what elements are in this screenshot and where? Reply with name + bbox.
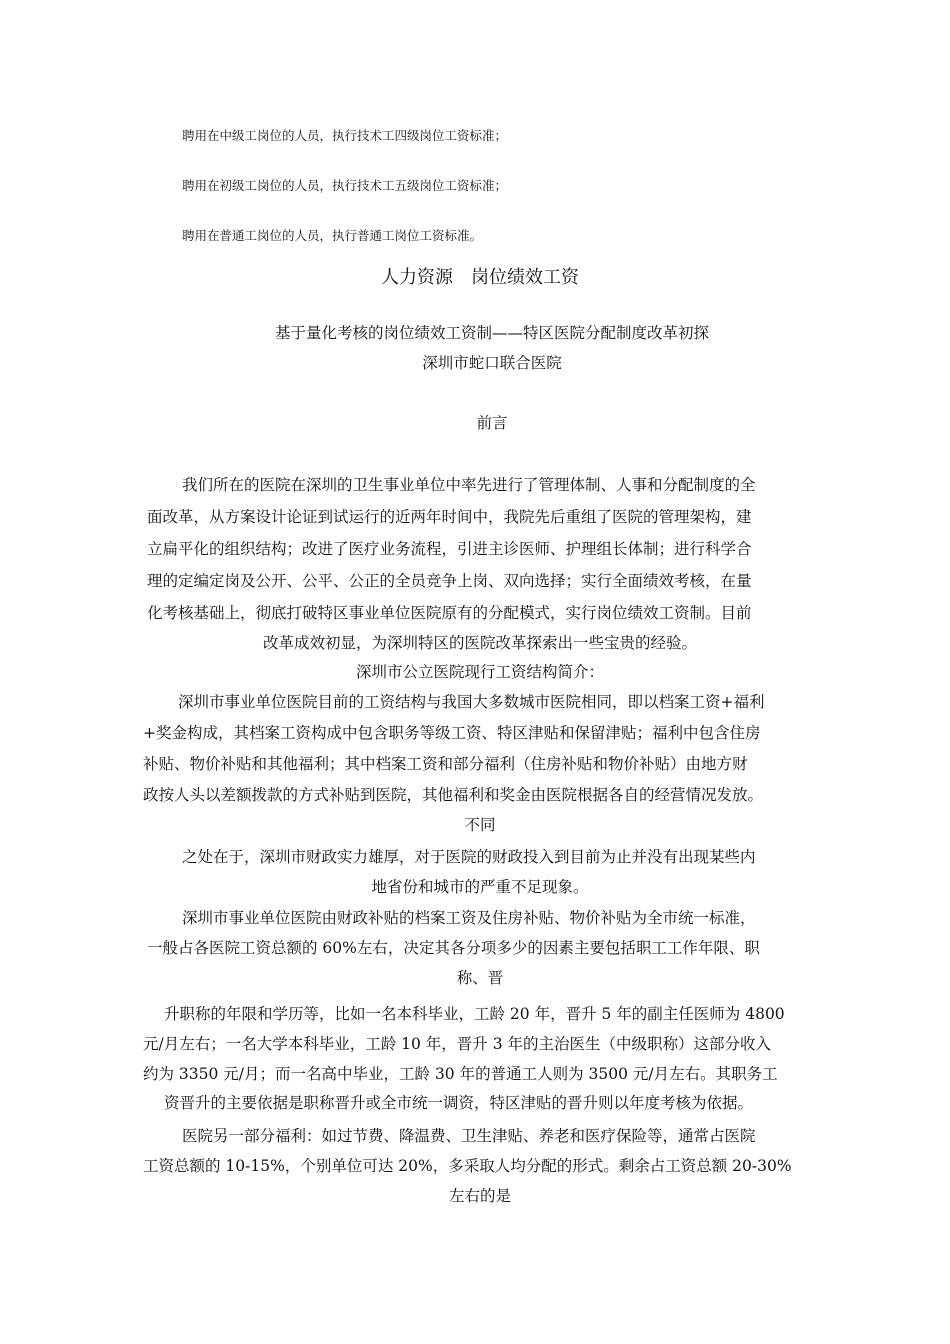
paragraph-line: 称、晋 <box>456 969 504 987</box>
paragraph-line: 立扁平化的组织结构；改进了医疗业务流程，引进主诊医师、护理组长体制；进行科学合 <box>147 540 752 558</box>
text-line: 聘用在中级工岗位的人员，执行技术工四级岗位工资标准； <box>182 128 508 143</box>
article-title: 基于量化考核的岗位绩效工资制——特区医院分配制度改革初探 <box>274 324 709 342</box>
paragraph-line: 地省份和城市的严重不足现象。 <box>371 878 589 896</box>
preface-label: 前言 <box>476 414 508 432</box>
paragraph-line: 升职称的年限和学历等，比如一名本科毕业，工龄 20 年，晋升 5 年的副主任医师为 4800 <box>164 1005 785 1023</box>
paragraph-line: 深圳市事业单位医院目前的工资结构与我国大多数城市医院相同，即以档案工资+福利 <box>178 693 765 711</box>
text-line: 聘用在普通工岗位的人员，执行普通工岗位工资标准。 <box>182 228 483 243</box>
paragraph-line: 补贴、物价补贴和其他福利；其中档案工资和部分福利（住房补贴和物价补贴）由地方财 <box>143 755 748 773</box>
paragraph-line: 元/月左右；一名大学本科毕业，工龄 10 年，晋升 3 年的主治医生（中级职称）这部分收入 <box>143 1035 772 1053</box>
article-author: 深圳市蛇口联合医院 <box>422 354 562 372</box>
paragraph-line: 化考核基础上，彻底打破特区事业单位医院原有的分配模式，实行岗位绩效工资制。目前 <box>147 604 752 622</box>
paragraph-line: 左右的是 <box>448 1187 511 1205</box>
paragraph-line: 改革成效初显，为深圳特区的医院改革探索出一些宝贵的经验。 <box>262 634 697 652</box>
paragraph-line: 资晋升的主要依据是职称晋升或全市统一调资，特区津贴的晋升则以年度考核为依据。 <box>164 1094 754 1112</box>
paragraph-line: 政按人头以差额拨款的方式补贴到医院，其他福利和奖金由医院根据各自的经营情况发放。 <box>143 786 764 804</box>
paragraph-line: 之处在于，深圳市财政实力雄厚，对于医院的财政投入到目前为止并没有出现某些内 <box>182 848 756 866</box>
paragraph-line: 面改革，从方案设计论证到试运行的近两年时间中，我院先后重组了医院的管理架构，建 <box>147 508 752 526</box>
paragraph-line: 理的定编定岗及公开、公平、公正的全员竞争上岗、双向选择；实行全面绩效考核，在量 <box>147 572 752 590</box>
paragraph-line: 约为 3350 元/月；而一名高中毕业，工龄 30 年的普通工人则为 3500 元/月左右。其职务工 <box>143 1065 778 1083</box>
paragraph-line: +奖金构成，其档案工资构成中包含职务等级工资、特区津贴和保留津贴；福利中包含住房 <box>143 724 761 742</box>
section-heading: 人力资源 岗位绩效工资 <box>381 267 579 288</box>
paragraph-line: 不同 <box>464 816 496 834</box>
subsection-heading: 深圳市公立医院现行工资结构简介： <box>355 663 604 681</box>
paragraph-line: 一般占各医院工资总额的 60%左右，决定其各分项多少的因素主要包括职工工作年限、职 <box>147 939 760 957</box>
paragraph-line: 我们所在的医院在深圳的卫生事业单位中率先进行了管理体制、人事和分配制度的全 <box>182 476 756 494</box>
text-line: 聘用在初级工岗位的人员，执行技术工五级岗位工资标准； <box>182 178 508 193</box>
paragraph-line: 深圳市事业单位医院由财政补贴的档案工资及住房补贴、物价补贴为全市统一标准， <box>182 909 756 927</box>
paragraph-line: 医院另一部分福利：如过节费、降温费、卫生津贴、养老和医疗保险等，通常占医院 <box>182 1127 756 1145</box>
paragraph-line: 工资总额的 10-15%，个别单位可达 20%，多采取人均分配的形式。剩余占工资总额 20-30% <box>143 1157 792 1175</box>
